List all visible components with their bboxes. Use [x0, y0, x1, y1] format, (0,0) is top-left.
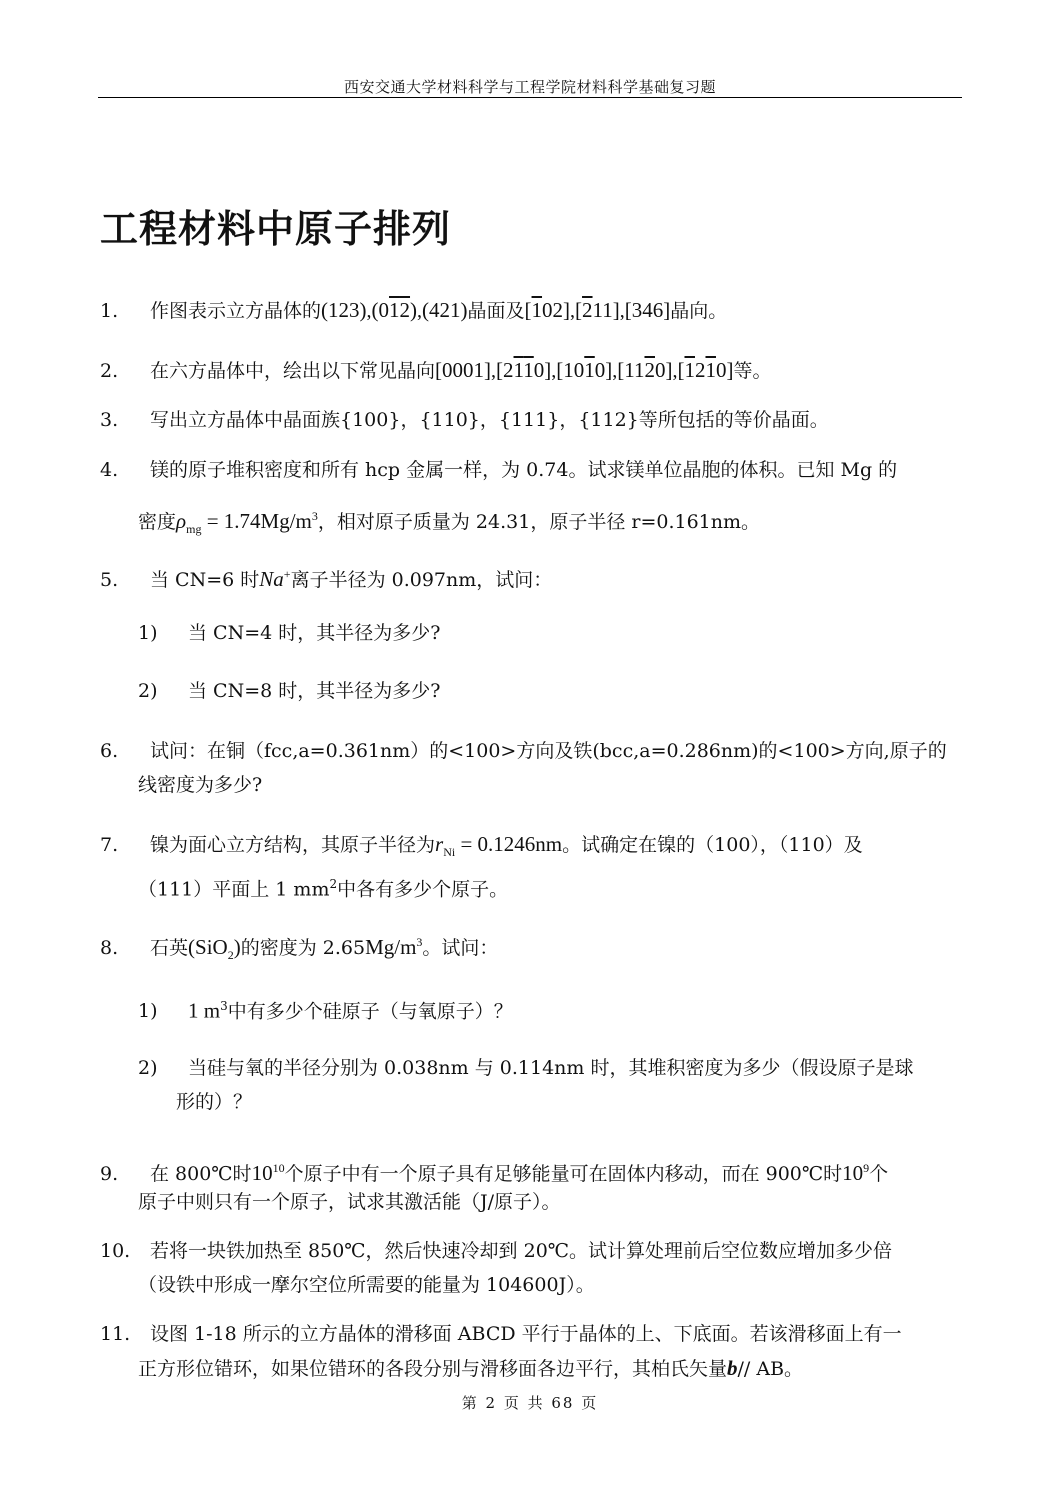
sub-number: 2): [138, 680, 158, 702]
question-text: 个原子中有一个原子具有足够能量可在固体内移动，而在 900℃时: [284, 1163, 843, 1185]
question-9: [100, 1156, 888, 1186]
question-text: 个: [869, 1163, 889, 1185]
question-8-sub-2: [138, 1056, 913, 1080]
question-8-sub-2-line-2: 形的）？: [176, 1091, 253, 1113]
question-5-sub-2: [138, 679, 440, 703]
question-number: 3.: [100, 409, 119, 431]
question-text: 等。: [733, 360, 772, 382]
question-11: [100, 1322, 902, 1346]
question-text: 镍为面心立方结构，其原子半径为: [150, 834, 436, 856]
question-number: 7.: [100, 834, 119, 856]
question-text: 设图 1-18 所示的立方晶体的滑移面 ABCD 平行于晶体的上、下底面。若该滑移面上有一: [150, 1323, 902, 1345]
plane-421: (421): [422, 298, 468, 322]
question-number: 5.: [100, 569, 119, 591]
question-text: 。试问：: [422, 937, 499, 959]
question-number: 11.: [100, 1323, 131, 1345]
direction-211: [211]: [575, 298, 620, 322]
question-number: 2.: [100, 360, 119, 382]
power-2: $10^9$: [842, 1161, 870, 1185]
power-1: $10^{10}$: [251, 1161, 285, 1185]
question-5-sub-1: [138, 621, 440, 645]
direction-346: [346]: [624, 298, 671, 322]
direction-11-20: [1120]: [617, 358, 673, 382]
question-text: 镁的原子堆积密度和所有 hcp 金属一样，为 0.74。试求镁单位晶胞的体积。已知 Mg 的: [150, 459, 898, 481]
question-text: 若将一块铁加热至 850℃，然后快速冷却到 20℃。试计算处理前后空位数应增加多少倍: [150, 1240, 893, 1262]
question-number: 10.: [100, 1240, 131, 1262]
question-text: 在 800℃时: [150, 1163, 252, 1185]
running-header: 西安交通大学材料科学与工程学院材料科学基础复习题: [343, 78, 716, 96]
direction-0001: [0001]: [435, 358, 492, 382]
density-formula: $\rho_{mg} = 1.74Mg/m^3$: [176, 509, 318, 537]
question-number: 1.: [100, 300, 119, 322]
question-2: 2. 在六方晶体中，绘出以下常见晶向[0001],[2110],[1010],[1120],[1210]等。: [100, 358, 772, 382]
question-11-line-2: 正方形位错环，如果位错环的各段分别与滑移面各边平行，其柏氏矢量b// AB。: [138, 1356, 804, 1380]
question-4-line-2: [138, 504, 760, 541]
question-text: ，相对原子质量为 24.31，原子半径 r=0.161nm。: [317, 511, 761, 533]
question-8: [100, 930, 498, 967]
question-number: 8.: [100, 937, 119, 959]
question-text: 密度: [138, 511, 177, 533]
question-9-line-2: 原子中则只有一个原子，试求其激活能（J/原子）。: [138, 1191, 561, 1213]
question-7-line-2: （111）平面上 1 $mm^2$中各有多少个原子。: [138, 877, 509, 901]
question-4: [100, 458, 897, 482]
question-text: 石英: [150, 937, 189, 959]
page-footer: 第 2 页 共 68 页: [461, 1394, 599, 1412]
sub-number: 1): [138, 622, 158, 644]
plane-0-12: (012): [371, 298, 418, 322]
direction-12-10: [1210]: [677, 358, 734, 382]
direction-2-1-10: [2110]: [496, 358, 552, 382]
question-text: 当硅与氧的半径分别为 0.038nm 与 0.114nm 时，其堆积密度为多少（假设原子是球: [188, 1057, 914, 1079]
plane-123: (123): [321, 298, 367, 322]
section-title: 工程材料中原子排列: [100, 207, 452, 251]
question-text: 离子半径为 0.097nm，试问：: [290, 569, 553, 591]
question-text: 写出立方晶体中晶面族{100}，{110}，{111}，{112}等所包括的等价晶面。: [150, 409, 829, 431]
quartz-formula: (SiO$_2$): [188, 935, 241, 963]
question-text: 在六方晶体中，绘出以下常见晶向: [150, 360, 436, 382]
burgers-vector-b: b: [727, 1356, 738, 1380]
density-unit: $Mg/m^3$: [365, 935, 423, 959]
question-10: [100, 1239, 892, 1263]
question-10-line-2: （设铁中形成一摩尔空位所需要的能量为 104600J）。: [138, 1274, 595, 1296]
question-8-sub-1: 1) 1 $m^3$中有多少个硅原子（与氧原子）？: [138, 998, 513, 1023]
question-number: 9.: [100, 1163, 119, 1185]
question-7: [100, 832, 863, 864]
question-text: 晶向。: [670, 300, 728, 322]
question-text: 试问：在铜（fcc,a=0.361nm）的<100>方向及铁(bcc,a=0.286nm)的<100>方向,原子的: [150, 740, 947, 762]
question-6: [100, 739, 947, 763]
question-text: 当 CN=4 时，其半径为多少?: [188, 622, 441, 644]
sub-number: 1): [138, 1000, 158, 1023]
header-rule: [98, 97, 962, 98]
question-text: 当 CN=6 时: [150, 569, 260, 591]
question-text: 。试确定在镍的（100），（110）及: [562, 834, 863, 856]
question-text: 当 CN=8 时，其半径为多少?: [188, 680, 441, 702]
question-5: [100, 562, 552, 592]
ion-formula: Na+: [259, 567, 291, 591]
question-3: [100, 408, 829, 432]
question-6-line-2: 线密度为多少?: [138, 774, 263, 796]
question-1: 1. 作图表示立方晶体的(123),(012),(421)晶面及[102],[211],[346]晶向。: [100, 298, 728, 322]
question-text: 晶面及: [467, 300, 525, 322]
question-number: 6.: [100, 740, 119, 762]
question-text: 的密度为 2.65: [240, 937, 366, 959]
sub-number: 2): [138, 1057, 158, 1079]
direction-102: [102]: [524, 298, 571, 322]
direction-10-10: [1010]: [556, 358, 613, 382]
question-text: 作图表示立方晶体的: [150, 300, 322, 322]
question-number: 4.: [100, 459, 119, 481]
radius-formula: $r_{Ni} = 0.1246nm$: [435, 832, 563, 860]
